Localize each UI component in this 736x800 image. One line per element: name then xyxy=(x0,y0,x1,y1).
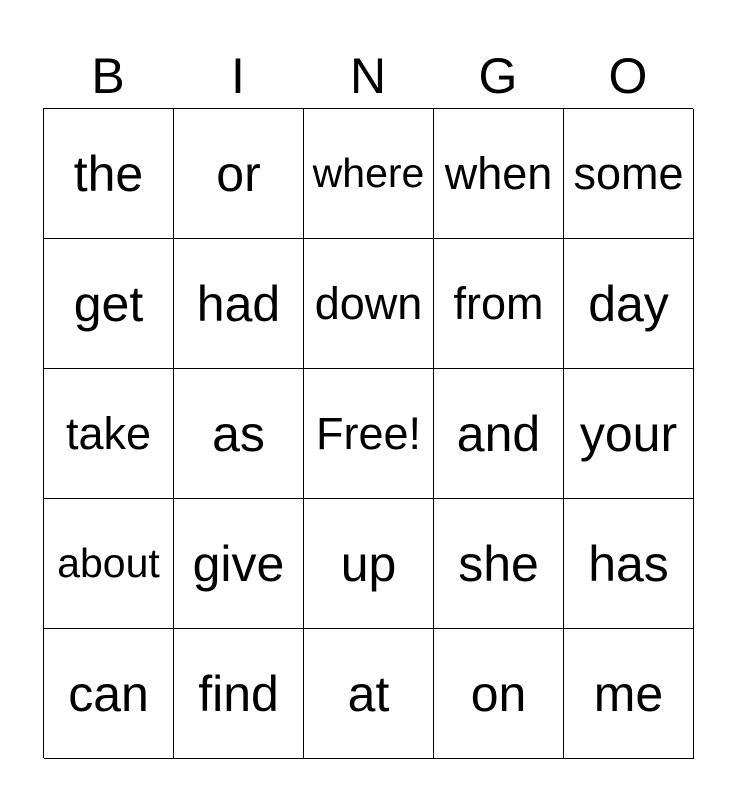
bingo-cell[interactable]: some xyxy=(564,109,694,239)
header-letter-o: O xyxy=(608,48,648,104)
header-letter-n: N xyxy=(349,48,387,104)
bingo-cell[interactable]: she xyxy=(434,499,564,629)
bingo-cell[interactable]: find xyxy=(174,629,304,759)
bingo-cell[interactable]: has xyxy=(564,499,694,629)
bingo-cell[interactable]: can xyxy=(44,629,174,759)
bingo-cell[interactable]: about xyxy=(44,499,174,629)
bingo-cell[interactable]: get xyxy=(44,239,174,369)
bingo-cell[interactable]: when xyxy=(434,109,564,239)
bingo-cell[interactable]: me xyxy=(564,629,694,759)
bingo-header xyxy=(43,44,693,108)
bingo-cell[interactable]: as xyxy=(174,369,304,499)
header-letter-b: B xyxy=(91,48,125,104)
bingo-cell[interactable]: and xyxy=(434,369,564,499)
bingo-cell[interactable]: had xyxy=(174,239,304,369)
bingo-cell[interactable]: on xyxy=(434,629,564,759)
bingo-cell[interactable]: or xyxy=(174,109,304,239)
header-letter-i: I xyxy=(231,48,245,104)
bingo-cell[interactable]: take xyxy=(44,369,174,499)
bingo-cell[interactable]: day xyxy=(564,239,694,369)
bingo-cell[interactable]: down xyxy=(304,239,434,369)
header-letter-g: G xyxy=(478,48,518,104)
bingo-cell[interactable]: the xyxy=(44,109,174,239)
bingo-cell[interactable]: your xyxy=(564,369,694,499)
bingo-cell[interactable]: where xyxy=(304,109,434,239)
bingo-cell[interactable]: from xyxy=(434,239,564,369)
bingo-cell[interactable]: at xyxy=(304,629,434,759)
bingo-grid xyxy=(43,108,693,758)
free-space-cell[interactable]: Free! xyxy=(304,369,434,499)
bingo-cell[interactable]: up xyxy=(304,499,434,629)
bingo-cell[interactable]: give xyxy=(174,499,304,629)
